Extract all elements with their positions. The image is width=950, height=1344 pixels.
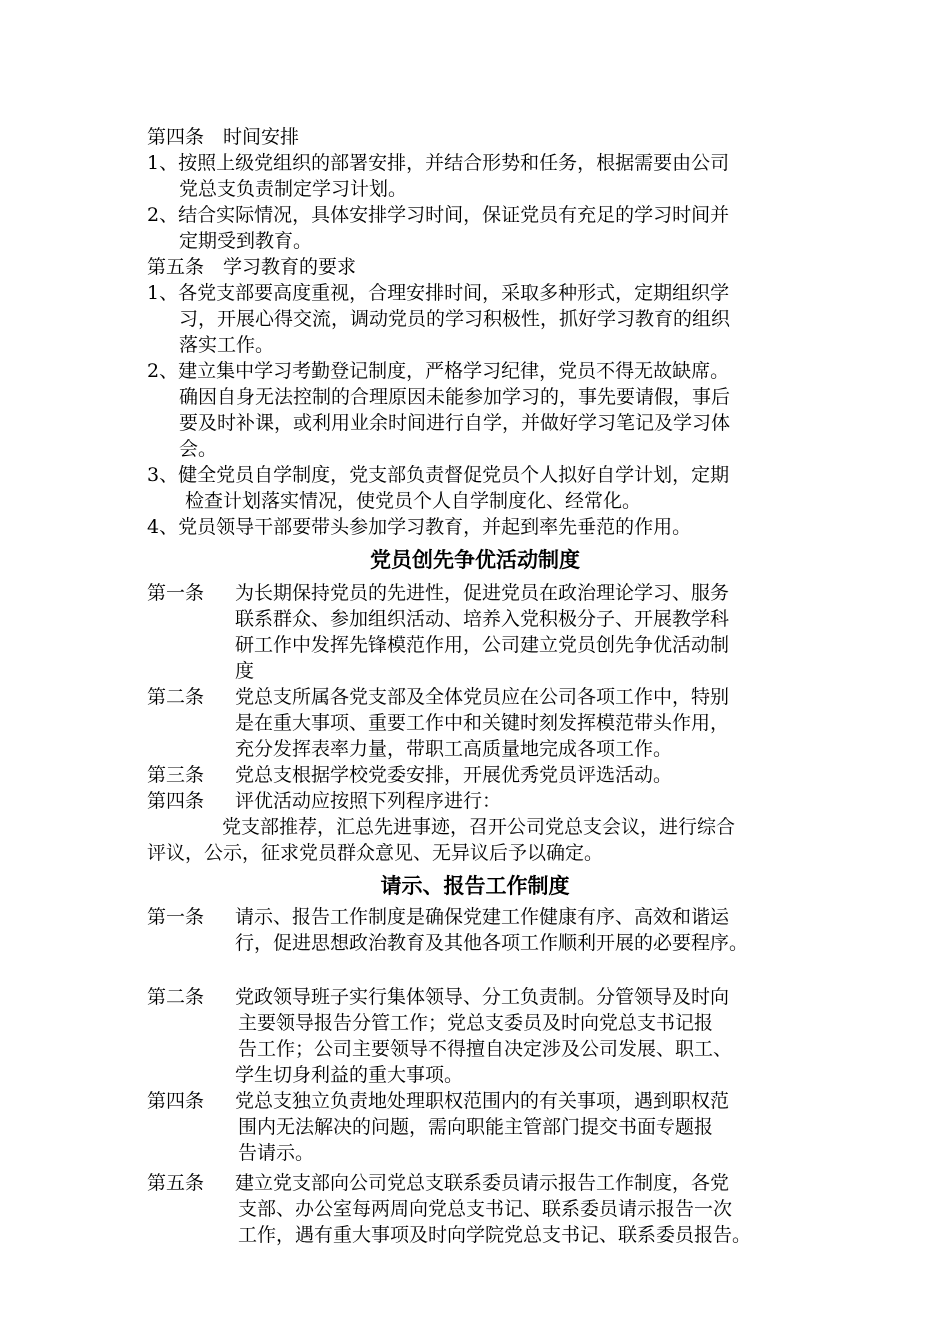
article-5-item-3-line-2: 检查计划落实情况，使党员个人自学制度化、经常化。 (185, 490, 642, 512)
article-text-line: 充分发挥表率力量，带职工高质量地完成各项工作。 (235, 738, 673, 760)
article-text-line: 支部、办公室每两周向党总支书记、联系委员请示报告一次 (238, 1198, 733, 1220)
section-title-report: 请示、报告工作制度 (380, 874, 570, 898)
article-5-item-3-line-1: 3、健全党员自学制度，党支部负责督促党员个人拟好自学计划，定期 (147, 464, 730, 486)
article-label: 第四条 (147, 1090, 205, 1112)
article-text-line: 联系群众、参加组织活动、培养入党积极分子、开展教学科 (235, 608, 730, 630)
article-text-line: 度 (235, 660, 255, 682)
article-5-item-4-line-1: 4、党员领导干部要带头参加学习教育，并起到率先垂范的作用。 (147, 516, 692, 538)
article-text-line: 请示、报告工作制度是确保党建工作健康有序、高效和谐运 (235, 906, 730, 928)
article-text-line: 告请示。 (238, 1142, 315, 1164)
article-text-line: 学生切身利益的重大事项。 (235, 1064, 464, 1086)
article-text-line: 围内无法解决的问题，需向职能主管部门提交书面专题报 (238, 1116, 714, 1138)
article-text-line: 党总支独立负责地处理职权范围内的有关事项，遇到职权范 (235, 1090, 730, 1112)
article-label: 第二条 (147, 986, 205, 1008)
article-4-item-1-line-2: 党总支负责制定学习计划。 (179, 178, 408, 200)
article-5-item-2-line-1: 2、建立集中学习考勤登记制度，严格学习纪律，党员不得无故缺席。 (147, 360, 730, 382)
article-label: 第四条 (147, 790, 205, 812)
article-text-line: 评议，公示，征求党员群众意见、无异议后予以确定。 (147, 842, 604, 864)
article-5-item-2-line-2: 确因自身无法控制的合理原因未能参加学习的，事先要请假，事后 (179, 386, 731, 408)
article-text-line: 研工作中发挥先锋模范作用，公司建立党员创先争优活动制 (235, 634, 730, 656)
article-5-item-1-line-3: 落实工作。 (179, 334, 275, 356)
article-text-line: 评优活动应按照下列程序进行： (235, 790, 502, 812)
article-text-line: 党支部推荐，汇总先进事迹，召开公司党总支会议，进行综合 (222, 816, 736, 838)
article-text-line: 行，促进思想政治教育及其他各项工作顺利开展的必要程序。 (235, 932, 749, 954)
article-4-item-1-line-1: 1、按照上级党组织的部署安排，并结合形势和任务，根据需要由公司 (147, 152, 730, 174)
article-text-line: 党总支根据学校党委安排，开展优秀党员评选活动。 (235, 764, 673, 786)
article-text-line: 工作，遇有重大事项及时向学院党总支书记、联系委员报告。 (238, 1224, 752, 1246)
article-text-line: 告工作；公司主要领导不得擅自决定涉及公司发展、职工、 (238, 1038, 733, 1060)
article-text-line: 主要领导报告分管工作；党总支委员及时向党总支书记报 (238, 1012, 714, 1034)
article-text-line: 为长期保持党员的先进性，促进党员在政治理论学习、服务 (235, 582, 730, 604)
article-text-line: 党政领导班子实行集体领导、分工负责制。分管领导及时向 (235, 986, 730, 1008)
section-title-excellence: 党员创先争优活动制度 (370, 548, 580, 572)
article-5-item-1-line-1: 1、各党支部要高度重视，合理安排时间，采取多种形式，定期组织学 (147, 282, 730, 304)
article-label: 第五条 (147, 1172, 205, 1194)
article-5-heading: 第五条 学习教育的要求 (147, 256, 357, 278)
article-label: 第一条 (147, 582, 205, 604)
article-4-heading: 第四条 时间安排 (147, 126, 300, 148)
article-label: 第一条 (147, 906, 205, 928)
article-5-item-2-line-3: 要及时补课，或利用业余时间进行自学，并做好学习笔记及学习体 (179, 412, 731, 434)
article-5-item-2-line-4: 会。 (179, 438, 218, 460)
article-text-line: 是在重大事项、重要工作中和关键时刻发挥模范带头作用， (235, 712, 730, 734)
article-4-item-2-line-1: 2、结合实际情况，具体安排学习时间，保证党员有充足的学习时间并 (147, 204, 730, 226)
article-5-item-1-line-2: 习，开展心得交流，调动党员的学习积极性，抓好学习教育的组织 (179, 308, 731, 330)
article-text-line: 党总支所属各党支部及全体党员应在公司各项工作中，特别 (235, 686, 730, 708)
article-label: 第二条 (147, 686, 205, 708)
article-4-item-2-line-2: 定期受到教育。 (179, 230, 313, 252)
article-label: 第三条 (147, 764, 205, 786)
article-text-line: 建立党支部向公司党总支联系委员请示报告工作制度，各党 (235, 1172, 730, 1194)
